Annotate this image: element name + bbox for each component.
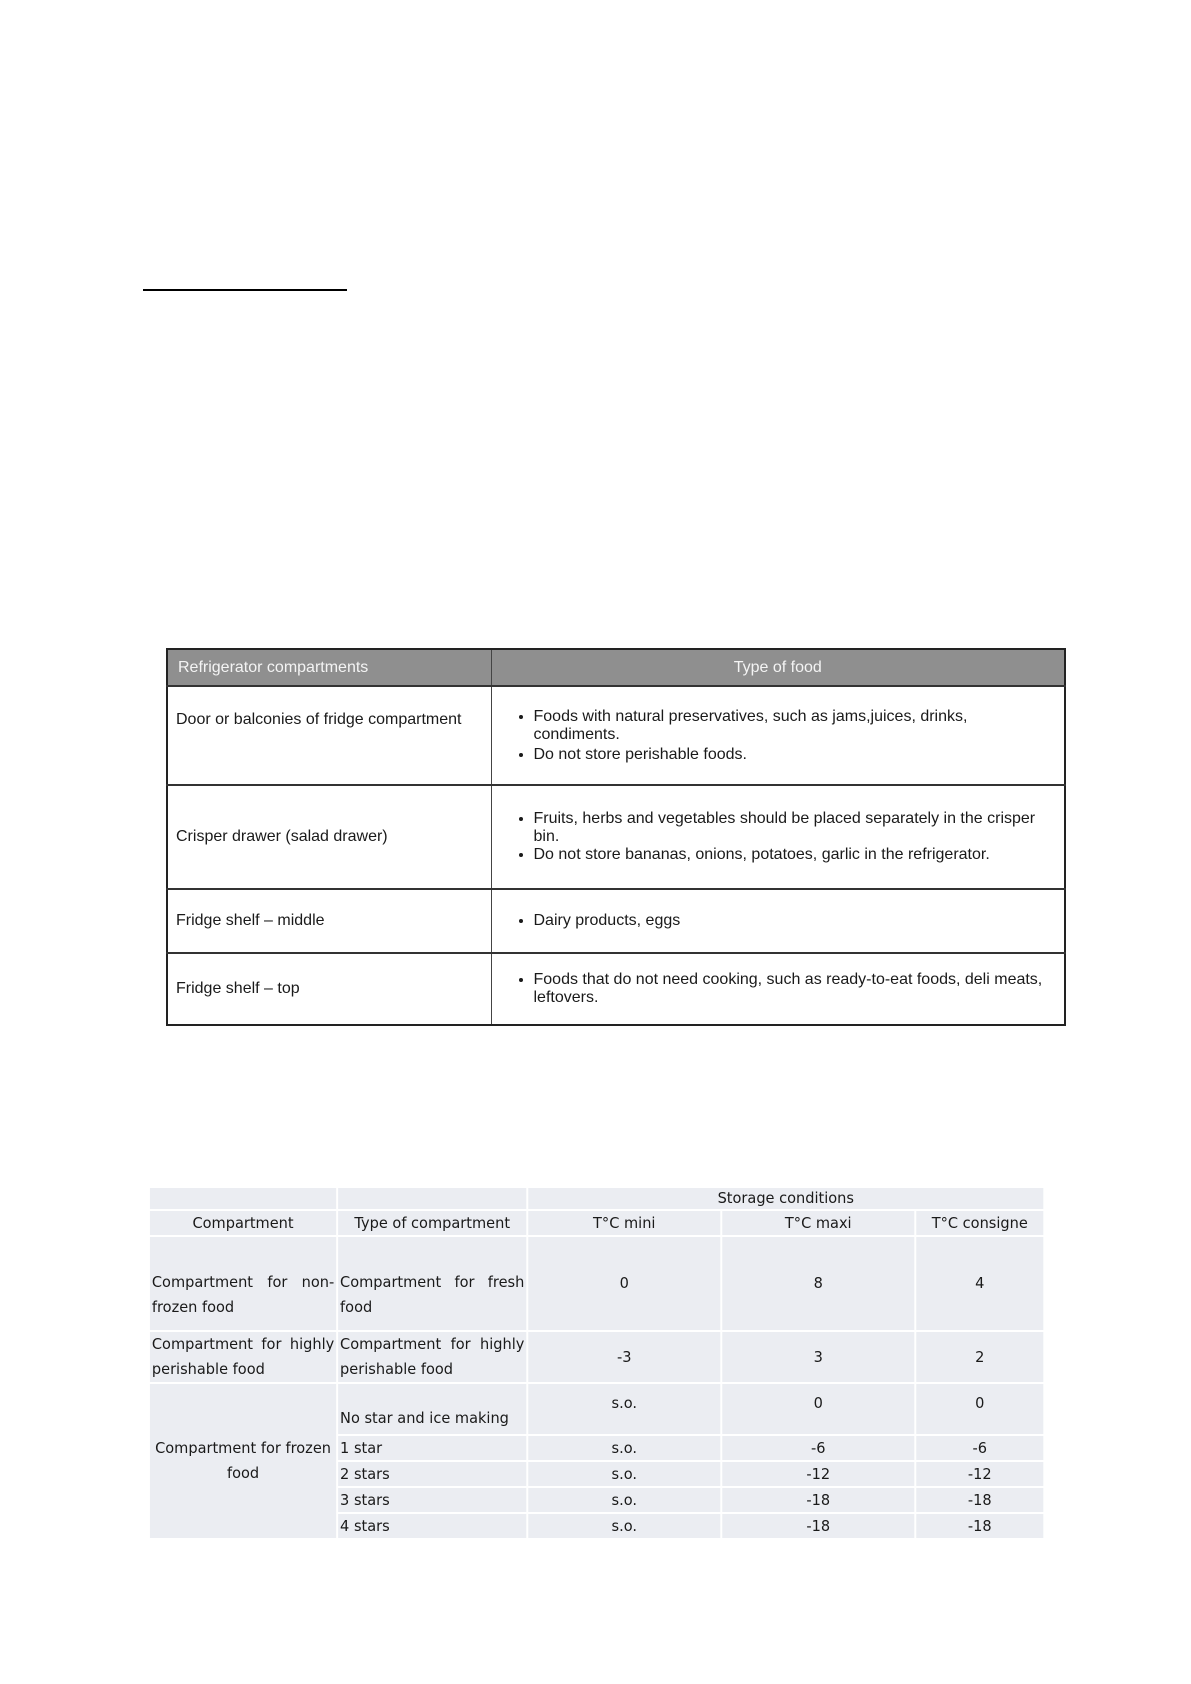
t-consigne-value: 0 (975, 1393, 985, 1412)
table-row (150, 1332, 1043, 1382)
food-item: • Dairy products, eggs (534, 912, 1057, 930)
compartment-cell: Fridge shelf – middle (167, 889, 491, 953)
table-row (150, 1237, 1043, 1330)
heading-underline (143, 289, 347, 291)
compartment-cell: Compartment for non-frozen food (150, 1237, 336, 1330)
storage-conditions-header: Storage conditions (528, 1188, 1043, 1209)
t-maxi-cell: 8 (722, 1237, 914, 1330)
t-maxi-value: 0 (813, 1393, 823, 1412)
compartment-cell: Compartment for highly perishable food (150, 1332, 336, 1382)
t-consigne-cell: 4 (916, 1237, 1043, 1330)
t-maxi-cell: 3 (722, 1332, 914, 1382)
column-header-row (150, 1211, 1043, 1235)
type-cell: Compartment for highly perishable food (338, 1332, 526, 1382)
type-cell: Compartment for fresh food (338, 1237, 526, 1330)
table-row (150, 1384, 1043, 1434)
frozen-compartment-cell: Compartment for frozen food (150, 1384, 336, 1538)
t-consigne-cell: -18 (916, 1488, 1043, 1512)
t-consigne-cell: -6 (916, 1436, 1043, 1460)
table-row (167, 889, 1065, 953)
food-item: • Foods with natural preservatives, such as jams,juices, drinks, condiments. (534, 708, 1057, 744)
food-cell (491, 686, 1065, 785)
t-maxi-cell (722, 1384, 914, 1434)
t-consigne-cell (916, 1384, 1043, 1434)
food-cell (491, 953, 1065, 1025)
storage-conditions-table (148, 1186, 1045, 1540)
header-compartment: Compartment (150, 1211, 336, 1235)
t-mini-cell: 0 (528, 1237, 720, 1330)
t-consigne-cell: -18 (916, 1514, 1043, 1538)
food-cell (491, 889, 1065, 953)
t-mini-cell: s.o. (528, 1514, 720, 1538)
compartment-cell: Crisper drawer (salad drawer) (167, 785, 491, 889)
header-compartments: Refrigerator compartments (167, 649, 491, 686)
type-label: No star and ice making (340, 1408, 509, 1427)
header-t-mini: T°C mini (528, 1211, 720, 1235)
compartment-cell: Door or balconies of fridge compartment (167, 686, 491, 785)
fridge-compartments-table (166, 648, 1066, 1026)
header-type-of-compartment: Type of compartment (338, 1211, 526, 1235)
table-row (167, 686, 1065, 785)
type-cell: 3 stars (338, 1488, 526, 1512)
group-header-row (150, 1188, 1043, 1209)
food-cell (491, 785, 1065, 889)
t-mini-cell: s.o. (528, 1462, 720, 1486)
t-maxi-cell: -12 (722, 1462, 914, 1486)
header-t-maxi: T°C maxi (722, 1211, 914, 1235)
type-cell: 1 star (338, 1436, 526, 1460)
type-cell (338, 1384, 526, 1434)
table-header-row (167, 649, 1065, 686)
type-cell: 2 stars (338, 1462, 526, 1486)
food-item: • Do not store perishable foods. (534, 746, 1057, 764)
food-item: • Fruits, herbs and vegetables should be placed separately in the crisper bin. (534, 810, 1057, 846)
table-row (167, 785, 1065, 889)
t-mini-cell: s.o. (528, 1488, 720, 1512)
t-maxi-cell: -18 (722, 1488, 914, 1512)
food-item: • Do not store bananas, onions, potatoes, garlic in the refrigerator. (534, 846, 1057, 864)
table-row (167, 953, 1065, 1025)
header-type-of-food: Type of food (491, 649, 1065, 686)
compartment-cell: Fridge shelf – top (167, 953, 491, 1025)
header-t-consigne: T°C consigne (916, 1211, 1043, 1235)
t-maxi-cell: -6 (722, 1436, 914, 1460)
t-consigne-cell: -12 (916, 1462, 1043, 1486)
t-mini-cell (528, 1384, 720, 1434)
type-cell: 4 stars (338, 1514, 526, 1538)
t-mini-value: s.o. (611, 1393, 638, 1412)
t-mini-cell: -3 (528, 1332, 720, 1382)
t-mini-cell: s.o. (528, 1436, 720, 1460)
food-item: • Foods that do not need cooking, such as ready-to-eat foods, deli meats, leftovers. (534, 971, 1057, 1007)
t-consigne-cell: 2 (916, 1332, 1043, 1382)
t-maxi-cell: -18 (722, 1514, 914, 1538)
